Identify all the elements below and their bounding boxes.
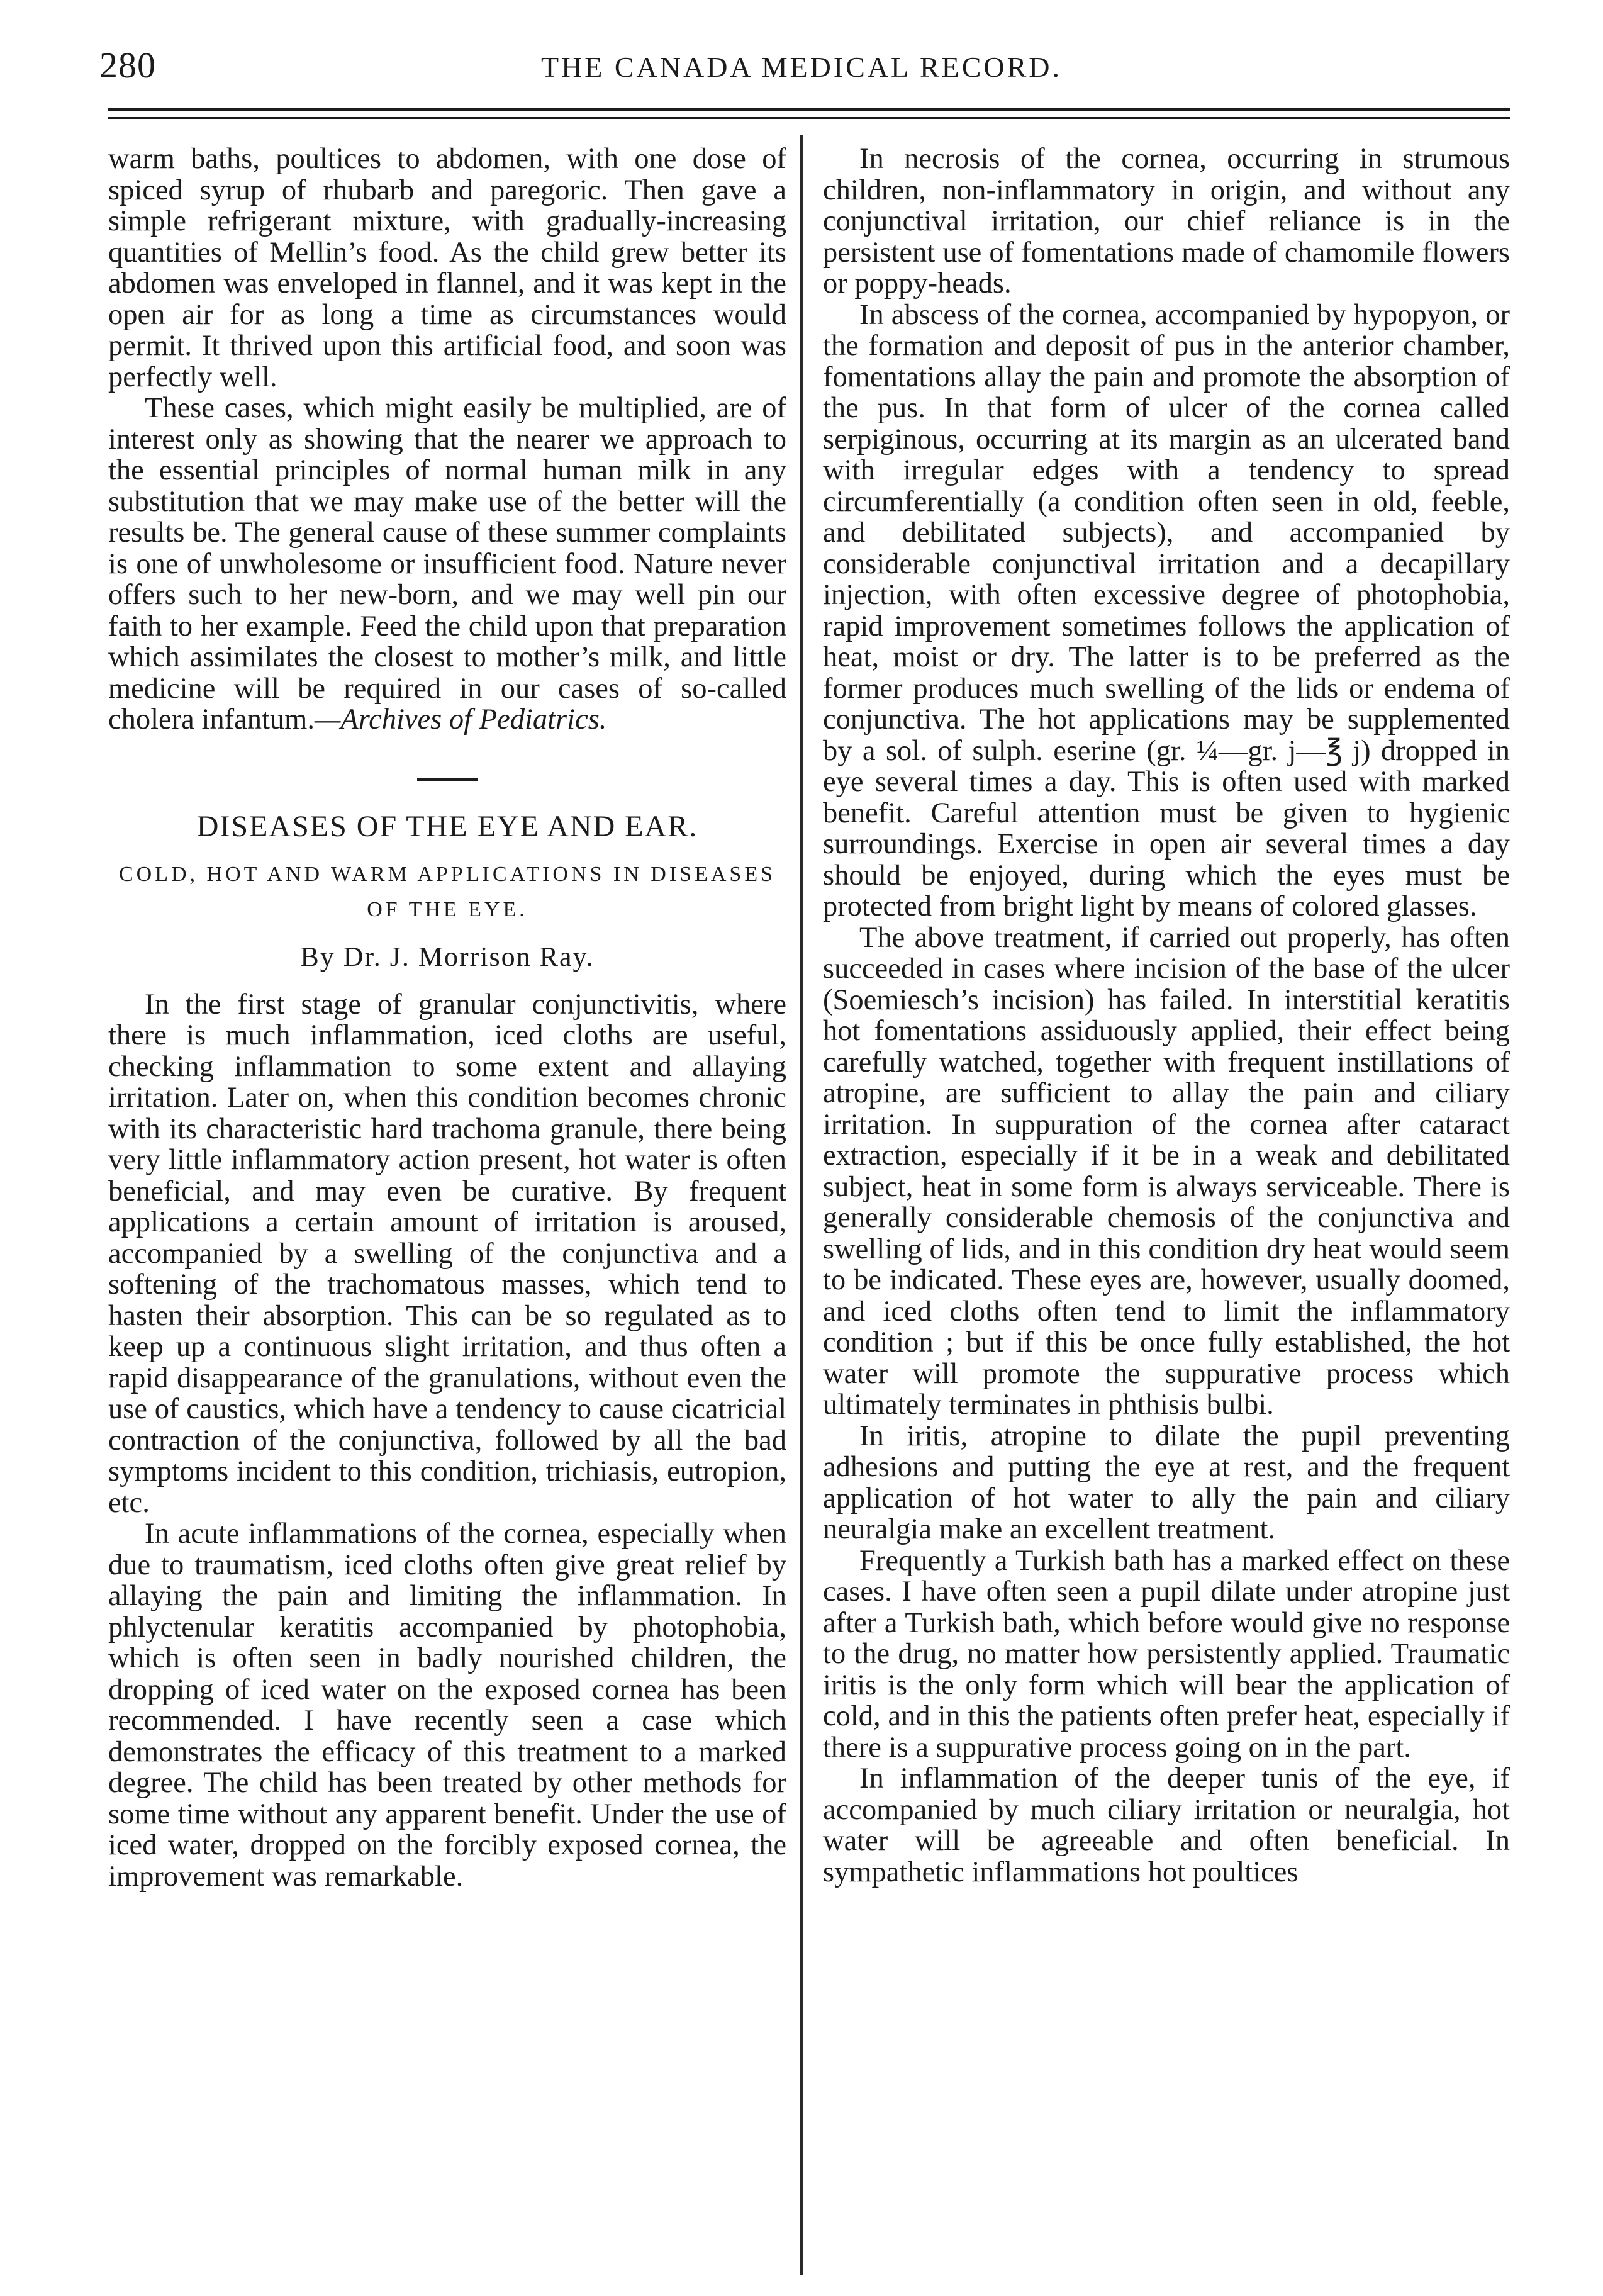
byline: By Dr. J. Morrison Ray. bbox=[300, 941, 595, 972]
article-heading: DISEASES OF THE EYE AND EAR. bbox=[196, 809, 698, 843]
left-column bbox=[108, 143, 786, 1892]
paragraph: In necrosis of the cornea, occurring in strumous children, non-inflammatory in origin, and without any conjunctival irritation, our chief reliance is in the persistent use of fomentations made of chamomile flowers or poppy-heads. bbox=[823, 143, 1510, 300]
paragraph bbox=[108, 393, 786, 736]
paragraph: In abscess of the cornea, accompanied by hypopyon, or the formation and deposit of pus in the anterior chamber, fomentations allay the pain and promote the absorption of the pus. In that form of ulcer of the cornea called serpiginous, occurring at its margin as an ulcerated band with irregular edges with a tendency to spread circumferentially (a condition often seen in old, feeble, and debilitated subjects), and accompanied by considerable conjunctival irritation and a decapillary injection, with often excessive degree of photophobia, rapid improvement sometimes follows the application of heat, moist or dry. The latter is to be preferred as the former produces much swelling of the lids or endema of conjunctiva. The hot applications may be supplemented by a sol. of sulph. eserine (gr. ¼—gr. j—℥ j) dropped in eye several times a day. This is often used with marked benefit. Careful attention must be given to hygienic surroundings. Exercise in open air several times a day should be enjoyed, during which the eyes must be protected from bright light by means of colored glasses. bbox=[823, 298, 1510, 922]
paragraph: Frequently a Turkish bath has a marked effect on these cases. I have often seen a pupil dilate under atropine just after a Turkish bath, which before would give no response to the drug, no matter how persistently applied. Traumatic iritis is the only form which will bear the application of cold, and in this the patients often prefer heat, especially if there is a suppurative process going on in the part. bbox=[823, 1544, 1510, 1764]
paragraph-text: These cases, which might easily be multiplied, are of interest only as showing that the nearer we approach to the essential principles of normal human milk in any substitution that we may make use of the better will the results be. The general cause of these summer complaints is one of unwholesome or insufficient food. Nature never offers such to her new-born, and we may well pin our faith to her example. Feed the child upon that preparation which assimilates the closest to mother’s milk, and little medicine will be required in our cases of so-called cholera infantum. bbox=[108, 392, 786, 736]
header-rule-top bbox=[108, 108, 1510, 111]
paragraph: warm baths, poultices to abdomen, with one dose of spiced syrup of rhubarb and paregoric. Then gave a simple refrigerant mixture, with gradually-increasing quantities of Mellin’s food. As the child grew better its abdomen was enveloped in flannel, and it was kept in the open air for as long a time as circumstances would permit. It thrived upon this artificial food, and soon was perfectly well. bbox=[108, 143, 786, 393]
citation: —Archives of Pediatrics. bbox=[314, 703, 607, 736]
article-subheading: COLD, HOT AND WARM APPLICATIONS IN DISEASES OF THE EYE. bbox=[119, 863, 776, 921]
paragraph: In the first stage of granular conjunctivitis, where there is much inflammation, iced cloths are useful, checking inflammation to some extent and allaying irritation. Later on, when this condition becomes chronic with its characteristic hard trachoma granule, there being very little inflammatory action present, hot water is often beneficial, and may even be curative. By frequent applications a certain amount of irritation is aroused, accompanied by a swelling of the conjunctiva and a softening of the trachomatous masses, which tend to hasten their absorption. This can be so regulated as to keep up a continuous slight irritation, and thus often a rapid disappearance of the granulations, without even the use of caustics, which have a tendency to cause cicatricial contraction of the conjunctiva, followed by all the bad symptoms incident to this condition, trichiasis, eutropion, etc. bbox=[108, 988, 786, 1519]
running-head: THE CANADA MEDICAL RECORD. bbox=[540, 51, 1063, 83]
paragraph: In iritis, atropine to dilate the pupil preventing adhesions and putting the eye at rest, and the frequent application of hot water to ally the pain and ciliary neuralgia make an excellent treatment. bbox=[823, 1420, 1510, 1545]
paragraph: The above treatment, if carried out properly, has often succeeded in cases where incision of the base of the ulcer (Soemiesch’s incision) has failed. In interstitial keratitis hot fomentations assiduously applied, their effect being carefully watched, together with frequent instillations of atropine, are sufficient to allay the pain and ciliary irritation. In suppuration of the cornea after cataract extraction, especially if it be in a weak and debilitated subject, heat in some form is always serviceable. There is generally considerable chemosis of the conjunctiva and swelling of lids, and in this condition dry heat would seem to be indicated. These eyes are, however, usually doomed, and iced cloths often tend to limit the inflammatory condition ; but if this be once fully established, the hot water will promote the suppurative process which ultimately terminates in phthisis bulbi. bbox=[823, 921, 1510, 1421]
paragraph: In acute inflammations of the cornea, especially when due to traumatism, iced cloths often give great relief by allaying the pain and limiting the inflammation. In phlyctenular keratitis accompanied by photophobia, which is often seen in badly nourished children, the dropping of iced water on the exposed cornea has been recommended. I have recently seen a case which demonstrates the efficacy of this treatment to a marked degree. The child has been treated by other methods for some time without any apparent benefit. Under the use of iced water, dropped on the forcibly exposed cornea, the improvement was remarkable. bbox=[108, 1518, 786, 1893]
column-divider bbox=[800, 135, 803, 2275]
paragraph: In inflammation of the deeper tunis of the eye, if accompanied by much ciliary irritation or neuralgia, hot water will be agreeable and often beneficial. In sympathetic inflammations hot poultices bbox=[823, 1762, 1510, 1888]
page-number: 280 bbox=[99, 45, 156, 86]
right-column bbox=[823, 143, 1510, 1888]
header-rule-bottom bbox=[108, 117, 1510, 119]
section-divider bbox=[417, 778, 478, 781]
